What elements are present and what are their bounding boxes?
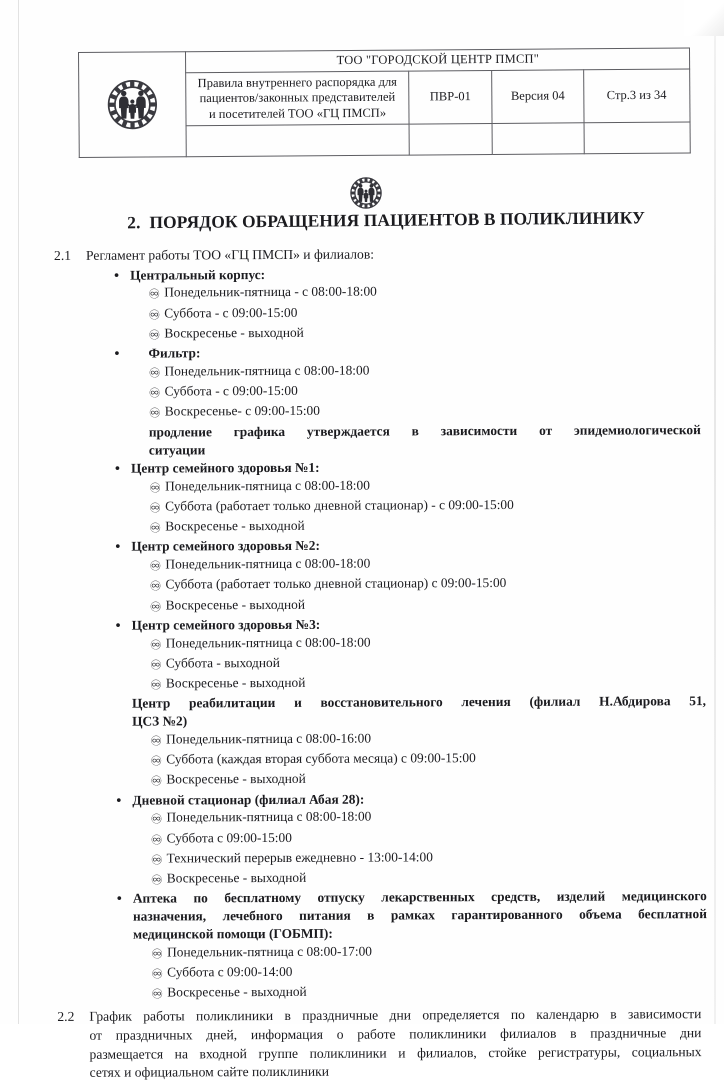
schedule-item-text: Суббота (каждая вторая суббота месяца) с 09:00-15:00 bbox=[166, 750, 476, 766]
circle-minus-icon: ♾ bbox=[149, 479, 163, 497]
circle-minus-icon: ♾ bbox=[150, 656, 164, 674]
group-subheading-filter: • Фильтр: bbox=[130, 342, 708, 362]
group-heading-line-3: медицинской помощи (ГОБМП): bbox=[133, 923, 707, 943]
schedule-item-text: Понедельник-пятница с 08:00-18:00 bbox=[165, 556, 370, 572]
circle-minus-icon: ♾ bbox=[150, 773, 164, 791]
group-heading: • Центральный корпус: bbox=[130, 264, 708, 284]
schedule-item-list bbox=[132, 632, 710, 695]
section-logo bbox=[345, 172, 387, 214]
clause-2-2-text bbox=[89, 1005, 711, 1082]
schedule-item-list bbox=[131, 553, 709, 616]
schedule-item-text: Воскресенье - выходной bbox=[166, 596, 306, 612]
schedule-group-list bbox=[44, 264, 711, 1005]
group-heading bbox=[132, 692, 710, 730]
schedule-item-text: Суббота с 09:00-14:00 bbox=[167, 964, 292, 980]
circle-minus-icon: ♾ bbox=[149, 499, 163, 517]
group-note bbox=[131, 421, 709, 460]
header-blank-cell-1 bbox=[186, 124, 408, 157]
schedule-item-text: Понедельник-пятница с 08:00-18:00 bbox=[165, 363, 370, 379]
header-organization-name: ТОО "ГОРОДСКОЙ ЦЕНТР ПМСП" bbox=[186, 48, 690, 73]
schedule-group-rehab bbox=[132, 692, 710, 791]
section-title bbox=[62, 207, 710, 234]
schedule-item-list-filter bbox=[131, 360, 709, 423]
schedule-item bbox=[150, 652, 710, 675]
schedule-item-text: Воскресенье - выходной bbox=[164, 325, 304, 341]
schedule-item bbox=[151, 847, 711, 870]
schedule-item-text: Суббота с 09:00-15:00 bbox=[167, 830, 292, 846]
clause-2-2-line-2: от праздничных дней, информация о работе поликлиники филиалов в праздничные дни bbox=[89, 1024, 701, 1045]
schedule-item bbox=[150, 748, 710, 771]
section-number: 2. bbox=[127, 212, 140, 232]
schedule-item bbox=[150, 806, 710, 829]
circle-minus-icon: ♾ bbox=[149, 364, 163, 382]
schedule-item-text: Воскресенье - выходной bbox=[166, 675, 306, 691]
schedule-item-text: Суббота (работает только дневной стационар) с 09:00-15:00 bbox=[165, 575, 506, 591]
circle-minus-icon: ♾ bbox=[150, 598, 164, 616]
schedule-item bbox=[148, 322, 708, 345]
schedule-item bbox=[149, 400, 709, 423]
schedule-group-day-hospital bbox=[132, 789, 710, 890]
clause-2-2-line-1: График работы поликлиники в праздничные дни определяется по календарю в зависимости bbox=[89, 1006, 701, 1027]
schedule-item bbox=[151, 961, 711, 984]
schedule-item-text: Понедельник-пятница с 08:00-18:00 bbox=[166, 634, 371, 650]
schedule-item bbox=[151, 867, 711, 890]
schedule-item bbox=[148, 282, 708, 305]
schedule-item bbox=[148, 302, 708, 325]
group-heading-line-2: назначения, лечебного питания в рамках гарантированного объема бесплатной bbox=[133, 905, 707, 925]
clause-2-2 bbox=[47, 1005, 711, 1082]
schedule-group-csz-2 bbox=[131, 535, 709, 616]
header-page-number: Стр.3 из 34 bbox=[583, 69, 690, 123]
schedule-item-list bbox=[133, 941, 711, 1004]
circle-minus-icon: ♾ bbox=[149, 405, 163, 423]
circle-minus-icon: ♾ bbox=[151, 986, 165, 1004]
schedule-group-csz-3 bbox=[132, 614, 710, 695]
circle-minus-icon: ♾ bbox=[149, 520, 163, 538]
clause-2-1-text: Регламент работы ТОО «ГЦ ПМСП» и филиалов: bbox=[86, 244, 708, 265]
schedule-group-central bbox=[130, 264, 709, 460]
schedule-item bbox=[150, 768, 710, 791]
schedule-item-text: Воскресенье - выходной bbox=[166, 771, 306, 787]
circle-minus-icon: ♾ bbox=[151, 851, 165, 869]
circle-minus-icon: ♾ bbox=[148, 286, 162, 304]
schedule-group-csz-1 bbox=[131, 457, 709, 538]
schedule-item-text: Воскресенье- с 09:00-15:00 bbox=[165, 403, 320, 419]
group-heading: • Центр семейного здоровья №2: bbox=[131, 535, 709, 555]
header-logo-cell bbox=[79, 52, 187, 158]
schedule-item-text: Понедельник-пятница с 08:00-17:00 bbox=[167, 943, 372, 959]
clause-2-2-number: 2.2 bbox=[47, 1008, 89, 1083]
group-heading: • Центр семейного здоровья №3: bbox=[132, 614, 710, 634]
family-in-gear-icon bbox=[345, 172, 387, 214]
schedule-item bbox=[149, 515, 709, 538]
schedule-item bbox=[149, 360, 709, 383]
schedule-item bbox=[151, 827, 711, 850]
circle-minus-icon: ♾ bbox=[150, 732, 164, 750]
circle-minus-icon: ♾ bbox=[148, 306, 162, 324]
family-in-gear-icon bbox=[99, 71, 165, 137]
circle-minus-icon: ♾ bbox=[151, 871, 165, 889]
scan-corner-artifact bbox=[684, 0, 724, 36]
schedule-item bbox=[151, 981, 711, 1004]
schedule-item bbox=[149, 495, 709, 518]
group-heading: • Дневной стационар (филиал Абая 28): bbox=[132, 789, 710, 809]
document-header-table bbox=[78, 48, 691, 158]
group-heading: • Центр семейного здоровья №1: bbox=[131, 457, 709, 477]
group-heading-line-1: Центр реабилитации и восстановительного лечения (филиал Н.Абдирова 51, bbox=[132, 692, 706, 712]
group-heading-line-2: ЦСЗ №2) bbox=[132, 710, 706, 730]
schedule-item-text: Суббота - с 09:00-15:00 bbox=[165, 383, 298, 399]
header-blank-cell-2 bbox=[409, 123, 493, 155]
schedule-item-text: Понедельник-пятница - с 08:00-18:00 bbox=[164, 284, 377, 300]
group-heading-line-1: • Аптека по бесплатному отпуску лекарственных средств, изделий медицинского bbox=[133, 887, 707, 907]
clause-2-1-number: 2.1 bbox=[44, 247, 86, 266]
schedule-item bbox=[151, 941, 711, 964]
schedule-item-text: Технический перерыв ежедневно - 13:00-14:00 bbox=[167, 849, 433, 865]
clause-2-2-line-4: сетях и официальном сайте поликлиники bbox=[90, 1061, 702, 1082]
schedule-item bbox=[150, 672, 710, 695]
scan-edge-left bbox=[18, 0, 19, 1024]
organization-logo bbox=[79, 52, 186, 157]
schedule-item bbox=[150, 632, 710, 655]
section-title-text: ПОРЯДОК ОБРАЩЕНИЯ ПАЦИЕНТОВ В ПОЛИКЛИНИКУ bbox=[149, 207, 645, 232]
schedule-item bbox=[149, 573, 709, 596]
schedule-item-text: Воскресенье - выходной bbox=[167, 870, 307, 886]
schedule-item bbox=[149, 475, 709, 498]
schedule-item-text: Понедельник-пятница с 08:00-18:00 bbox=[165, 477, 370, 493]
circle-minus-icon: ♾ bbox=[150, 753, 164, 771]
schedule-item bbox=[150, 728, 710, 751]
header-blank-cell-3 bbox=[492, 123, 583, 155]
schedule-item bbox=[149, 380, 709, 403]
circle-minus-icon: ♾ bbox=[150, 636, 164, 654]
clause-2-1 bbox=[44, 244, 708, 266]
schedule-item-text: Воскресенье - выходной bbox=[167, 984, 307, 1000]
schedule-item-list bbox=[130, 282, 708, 345]
schedule-item-text: Суббота (работает только дневной стационар) - с 09:00-15:00 bbox=[165, 497, 514, 514]
schedule-item-text: Понедельник-пятница с 08:00-18:00 bbox=[166, 809, 371, 825]
scan-edge-right bbox=[714, 0, 716, 1024]
circle-minus-icon: ♾ bbox=[150, 676, 164, 694]
schedule-item-text: Воскресенье - выходной bbox=[165, 518, 305, 534]
circle-minus-icon: ♾ bbox=[151, 831, 165, 849]
circle-minus-icon: ♾ bbox=[149, 558, 163, 576]
schedule-item-list bbox=[131, 475, 709, 538]
schedule-item-text: Понедельник-пятница с 08:00-16:00 bbox=[166, 730, 371, 746]
schedule-group-pharmacy bbox=[133, 887, 711, 1004]
group-heading bbox=[133, 887, 711, 943]
circle-minus-icon: ♾ bbox=[151, 965, 165, 983]
clause-2-2-line-3: размещается на входной группе поликлиники и филиалов, стойке регистратуры, социальных bbox=[89, 1043, 701, 1064]
schedule-item-text: Суббота - с 09:00-15:00 bbox=[164, 305, 297, 321]
document-body bbox=[44, 244, 712, 1084]
circle-minus-icon: ♾ bbox=[151, 945, 165, 963]
schedule-item bbox=[149, 553, 709, 576]
circle-minus-icon: ♾ bbox=[149, 578, 163, 596]
schedule-item-list bbox=[132, 728, 710, 791]
group-note-line-1: продление графика утверждается в зависимости от эпидемиологической bbox=[149, 421, 701, 442]
group-note-line-2: ситуации bbox=[149, 439, 701, 460]
circle-minus-icon: ♾ bbox=[149, 385, 163, 403]
header-document-code: ПВР-01 bbox=[408, 70, 492, 123]
schedule-item-text: Суббота - выходной bbox=[166, 655, 280, 670]
header-document-version: Версия 04 bbox=[492, 70, 584, 123]
header-document-title: Правила внутреннего распорядка для пациентов/законных представителей и посетителей ТОО «ГЦ ПМСП» bbox=[186, 71, 409, 125]
circle-minus-icon: ♾ bbox=[150, 811, 164, 829]
circle-minus-icon: ♾ bbox=[148, 326, 162, 344]
schedule-item-list bbox=[132, 806, 710, 889]
header-blank-cell-4 bbox=[584, 122, 691, 154]
schedule-item bbox=[150, 594, 710, 617]
